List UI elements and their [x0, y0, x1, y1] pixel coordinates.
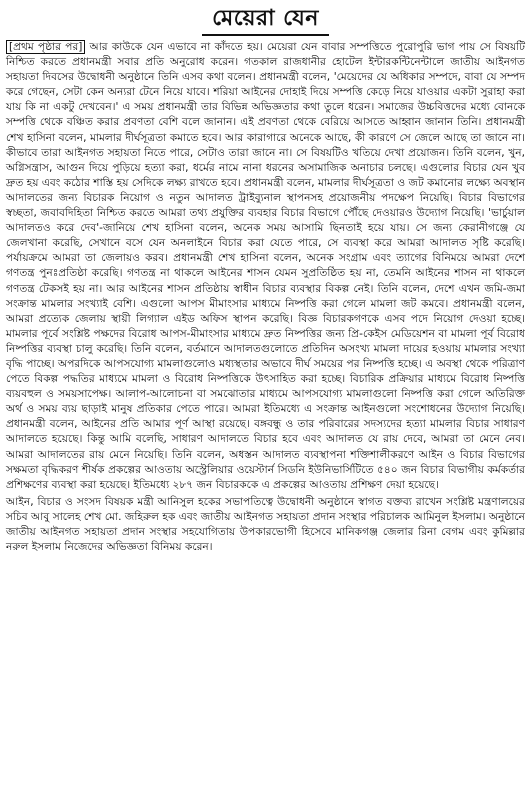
headline: মেয়েরা যেন — [202, 4, 329, 36]
continued-from-front-page-label: [প্রথম পৃষ্ঠার পর] — [6, 40, 85, 54]
article-paragraph-2: আইন, বিচার ও সংসদ বিষয়ক মন্ত্রী আনিসুল হকের সভাপতিত্বে উদ্বোধনী অনুষ্ঠানে স্বাগত বক্তব্য রাখেন সংশ্লিষ্ট মন্ত্রণালয়ের সচিব আবু সালেহ শেখ মো. জহিরুল হক এবং জাতীয় আইনগত সহায়তা প্রদান সংস্থার পরিচালক আমিনুল ইসলাম। অনুষ্ঠানে জাতীয় আইনগত সহায়তা প্রদান সংস্থার সহযোগিতায় উপকারভোগী হিসেবে মানিকগঞ্জ জেলার রিনা বেগম এবং কুমিল্লার নরুল ইসলাম নিজেদের অভিজ্ঞতা বিনিময় করেন। — [6, 495, 525, 554]
paragraph-1-text: আর কাউকে যেন এভাবে না কাঁদতে হয়। মেয়েরা যেন বাবার সম্পত্তিতে পুরোপুরি ভাগ পায় সে বিষয়টি নিশ্চিত করতে প্রধানমন্ত্রী সবার প্রতি অনুরোধ করেন। গতকাল রাজধানীর হোটেল ইন্টারকন্টিনেন্টালে জাতীয় আইনগত সহায়তা দিবসের উদ্বোধনী অনুষ্ঠানে তিনি এসব কথা বলেন। প্রধানমন্ত্রী বলেন, 'মেয়েদের যে অধিকার সম্পদে, বাবা যে সম্পদ করে গেছেন, সেটা কেন অন্যরা টেনে নিয়ে যাবে। শরিয়া আইনের দোহাই দিয়ে সম্পত্তি কেড়ে নিয়ে যাওয়ার একটা সুরাহা করা যায় কি না একটু দেখবেন।' এ সময় প্রধানমন্ত্রী তার বিভিন্ন অভিজ্ঞতার কথা তুলে ধরেন। সমাজের উচ্চবিত্তদের মধ্যে বোনকে সম্পত্তি থেকে বঞ্চিত করার প্রবণতা বেশি বলে জানান। এই প্রবণতা থেকে বেরিয়ে আসতে আহ্বান জানান তিনি। প্রধানমন্ত্রী শেখ হাসিনা বলেন, মামলার দীর্ঘসূত্রতা কমাতে হবে। আর কারাগারে অনেকে আছে, কী কারণে সে জেলে আছে তা জানে না। কীভাবে তারা আইনগত সহায়তা নিতে পারে, সেটাও তারা জানে না। সে বিষয়টিও খতিয়ে দেখা প্রয়োজন। তিনি বলেন, খুন, অগ্নিসন্ত্রাস, আগুন দিয়ে পুড়িয়ে হত্যা করা, ধর্মের নামে নানা ধরনের অসামাজিক অনাচার চলছে। এগুলোর বিচার যেন খুব দ্রুত হয় এবং কঠোর শাস্তি হয় সেদিকে লক্ষ্য রাখতে হবে। প্রধানমন্ত্রী বলেন, মামলার দীর্ঘসূত্রতা ও জট কমানোর লক্ষ্যে অবস্থান আদালতের জন্য বিচারক নিয়োগ ও নতুন আদালত ট্রাইব্যুনাল স্থাপনসহ প্রয়োজনীয় পদক্ষেপ নিয়েছি। বিচার বিভাগের স্বচ্ছতা, জবাবদিহিতা নিশ্চিত করতে আমরা তথ্য প্রযুক্তির ব্যবহার বিচার বিভাগে পৌঁছে দেওয়ারও উদ্যোগ নিয়েছি। 'ভার্চুয়াল আদালতও করে দেব'-জানিয়ে শেখ হাসিনা বলেন, অনেক সময় আসামি ছিনতাই হয়ে যায়। সে জন্য কেরানীগঞ্জে যে জেলখানা করেছি, সেখানে বসে যেন অনলাইনে বিচার করা যেতে পারে, সে ব্যবস্থা করে আমরা আদালত সৃষ্টি করেছি। পর্যায়ক্রমে আমরা তা জেলায়ও করব। প্রধানমন্ত্রী শেখ হাসিনা বলেন, অনেক সংগ্রাম এবং ত্যাগের বিনিময়ে আমরা দেশে গণতন্ত্র পুনঃপ্রতিষ্ঠা করেছি। গণতন্ত্র না থাকলে আইনের শাসন যেমন সুপ্রতিষ্ঠিত হয় না, তেমনি আইনের শাসন না থাকলে গণতন্ত্র টেকসই হয় না। আর আইনের শাসন প্রতিষ্ঠায় স্বাধীন বিচার ব্যবস্থার বিকল্প নেই। তিনি বলেন, দেশে এখন জমি-জমা সংক্রান্ত মামলার সংখ্যাই বেশি। এগুলো আপস মীমাংসার মাধ্যমে নিষ্পত্তি করা গেলে মামলা জট কমবে। প্রধানমন্ত্রী বলেন, আমরা প্রত্যেক জেলায় স্থায়ী লিগ্যাল এইড অফিস স্থাপন করেছি। বিজ্ঞ বিচারকগণকে এসব পদে নিয়োগ দেওয়া হচ্ছে। মামলার পূর্বে সংশ্লিষ্ট পক্ষদের বিরোধ আপস-মীমাংসার মাধ্যমে দ্রুত নিষ্পত্তির জন্য প্রি-কেইস মেডিয়েশন বা মামলা পূর্ব বিরোধ নিষ্পত্তির ব্যবস্থা চালু করেছি। তিনি বলেন, বর্তমানে আদালতগুলোতে প্রতিদিন অসংখ্য মামলা দায়ের হওয়ায় মামলার সংখ্যা বৃদ্ধি পাচ্ছে। অপরদিকে আপসযোগ্য মামলাগুলোও মধ্যস্থতার অভাবে দীর্ঘ সময়ের পর নিষ্পত্তি হচ্ছে। এ অবস্থা থেকে পরিত্রাণ পেতে বিকল্প পদ্ধতির মাধ্যমে মামলা ও বিরোধ নিষ্পত্তিকে উৎসাহিত করা হচ্ছে। বিচারিক প্রক্রিয়ার মাধ্যমে বিরোধ নিষ্পত্তি ব্যয়বহুল ও সময়সাপেক্ষ। আলাপ-আলোচনা বা সমঝোতার মাধ্যমে আপসযোগ্য মামলাগুলো নিষ্পত্তি করা গেলে অতিরিক্ত অর্থ ও সময় ব্যয় ছাড়াই মানুষ প্রতিকার পেতে পারে। আমরা ইতিমধ্যে এ সংক্রান্ত আইনগুলো সংশোধনের উদ্যোগ নিয়েছি। প্রধানমন্ত্রী বলেন, আইনের প্রতি আমার পূর্ণ আস্থা রয়েছে। বঙ্গবন্ধু ও তার পরিবারের সদস্যদের হত্যা মামলার বিচার সাধারণ আদালতে হয়েছে। কিন্তু আমি বলেছি, সাধারণ আদালতে বিচার হবে এবং আদালত যে রায় দেবে, আমরা তা মেনে নেব। আমরা আদালতের রায় মেনে নিয়েছি। তিনি বলেন, অধস্তন আদালত ব্যবস্থাপনা শক্তিশালীকরণে আইন ও বিচার বিভাগের সক্ষমতা বৃদ্ধিকরণ শীর্ষক প্রকল্পের আওতায় অস্ট্রেলিয়ার ওয়েস্টার্ন সিডনি ইউনিভার্সিটিতে ৫৪০ জন বিচার বিভাগীয় কর্মকর্তার প্রশিক্ষণের ব্যবস্থা করা হয়েছে। ইতিমধ্যে ২৮৭ জন বিচারককে এ প্রকল্পের আওতায় প্রশিক্ষণ দেয়া হয়েছে। — [6, 41, 525, 491]
article-body — [6, 40, 525, 555]
headline-wrap — [6, 4, 525, 38]
article-paragraph-1 — [6, 40, 525, 493]
